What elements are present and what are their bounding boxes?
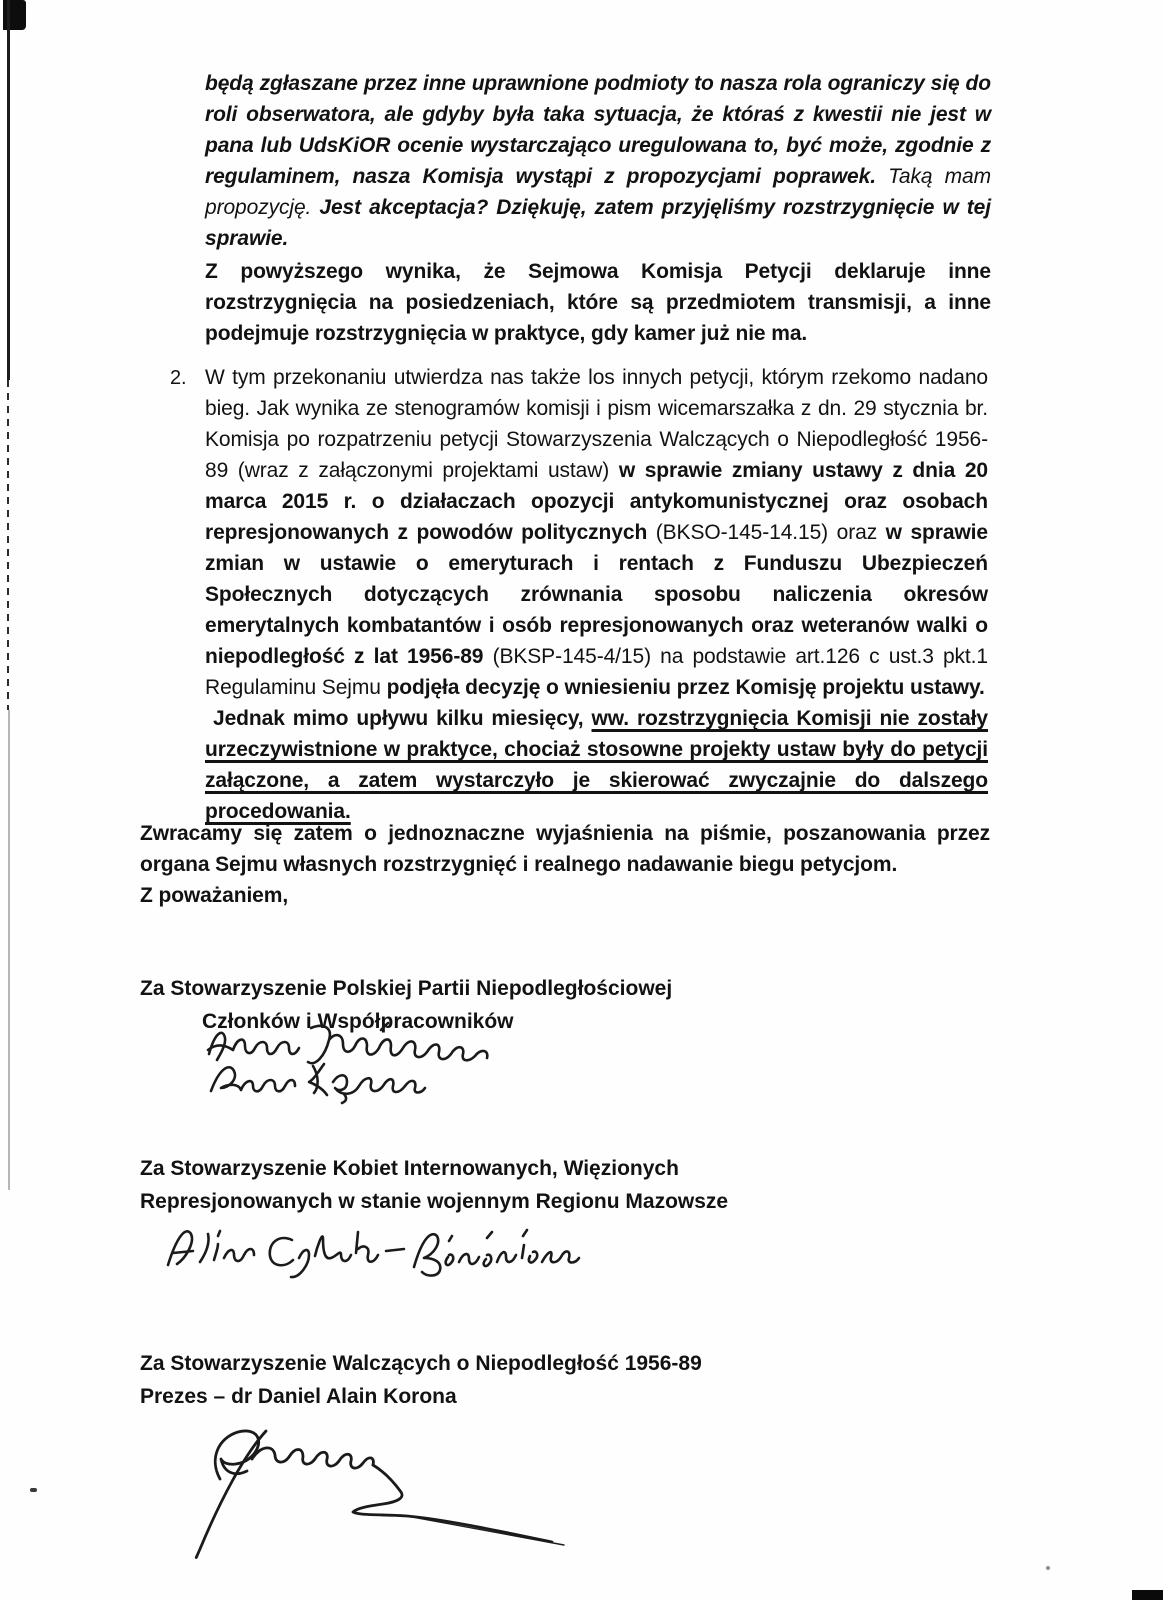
text-run: podjęła decyzję o wniesieniu przez Komisję projektu ustawy. [386,676,985,699]
text-run: Z poważaniem, [140,884,289,907]
handwritten-signature-cybula-borowinska [150,1205,650,1283]
quote-paragraph [205,68,991,254]
item-2-continuation [205,703,988,827]
org-name-line: Za Stowarzyszenie Polskiej Partii Niepodległościowej [140,977,673,1000]
salutation [140,880,990,911]
org-name-line: Za Stowarzyszenie Walczących o Niepodległość 1956-89 [140,1352,702,1375]
statement-paragraph [205,256,991,349]
scan-artifact-left-edge-faint [8,710,10,1190]
underlined-conclusion: ww. rozstrzygnięcia Komisji nie zostały urzeczywistnione w praktyce, chociaż stosowne projekty ustaw były do petycji załączone, a zatem wystarczyło je skierować zwyczajnie do dalszego procedowania. [205,707,988,823]
text-run: w sprawie zmian w ustawie o emeryturach i rentach z Funduszu Ubezpieczeń Społecznych dotyczących zrównania sposobu naliczenia okresów emerytalnych kombatantów i osób represjonowanych oraz weteranów walki o niepodległość z lat 1956-89 [205,521,988,668]
closing-block [140,818,990,911]
item-number: 2. [170,367,187,389]
closing-request [140,818,990,880]
org-name-line: Represjonowanych w stanie wojennym Regionu Mazowsze [140,1190,729,1213]
org-name-line: Za Stowarzyszenie Kobiet Internowanych, Więzionych [140,1157,679,1180]
text-run: Zwracamy się zatem o jednoznaczne wyjaśnienia na piśmie, poszanowania przez organa Sejmu własnych rozstrzygnięć i realnego nadawanie biegu petycjom. [140,822,990,876]
text-run: będą zgłaszane przez inne uprawnione podmioty to nasza rola ograniczy się do roli obserwatora, ale gdyby była taka sytuacja, że któraś z kwestii nie jest w pana lub UdsKiOR ocenie wystarczająco uregulowana to, być może, zgodnie z regulaminem, nasza Komisja wystąpi z propozycjami poprawek. [205,72,991,188]
scan-artifact-left-edge-line [7,0,10,380]
opening-paragraphs [205,68,991,349]
org-name-line: Członków i Współpracowników [202,1010,514,1033]
signature-block-3 [140,1347,1020,1413]
text-run: (BKSP-145-4/15) na podstawie art.126 c ust.3 pkt.1 Regulaminu Sejmu [205,645,988,699]
scan-artifact-bottom-right-bar [1132,1590,1163,1600]
text-run: Jednak mimo upływu kilku miesięcy, [213,707,592,730]
text-run: W tym przekonaniu utwierdza nas także los innych petycji, którym rzekomo nadano bieg. Jak wynika ze stenogramów komisji i pism wicemarszałka z dn. 29 stycznia br. Komisja po rozpatrzeniu petycji Stowarzyszenia Walczących o Niepodległość 1956-89 (wraz z załączonymi projektami ustaw) [205,366,988,482]
numbered-item-2 [170,362,988,827]
scan-artifact-left-edge-dashes [7,380,9,710]
text-run: Z powyższego wynika, że Sejmowa Komisja Petycji deklaruje inne rozstrzygnięcia na posiedzeniach, które są przedmiotem transmisji, a inne podejmuje rozstrzygnięcia w praktyce, gdy kamer już nie ma. [205,260,991,345]
text-run: Taką mam propozycję. [205,165,991,219]
scan-artifact-speck [1046,1566,1050,1570]
text-run: (BKSO-145-14.15) oraz [655,521,886,544]
org-name-line: Prezes – dr Daniel Alain Korona [140,1385,457,1408]
scan-artifact-speck [30,1488,37,1492]
handwritten-signature-jakobowska-kedziela [195,1012,535,1108]
item-2-paragraph [205,362,988,703]
text-run: Jest akceptacja? Dziękuję, zatem przyjęliśmy rozstrzygnięcie w tej sprawie. [205,196,991,250]
handwritten-signature-korona [160,1415,590,1565]
text-run: w sprawie zmiany ustawy z dnia 20 marca 2015 r. o działaczach opozycji antykomunistycznej oraz osobach represjonowanych z powodów politycznych [205,459,988,544]
